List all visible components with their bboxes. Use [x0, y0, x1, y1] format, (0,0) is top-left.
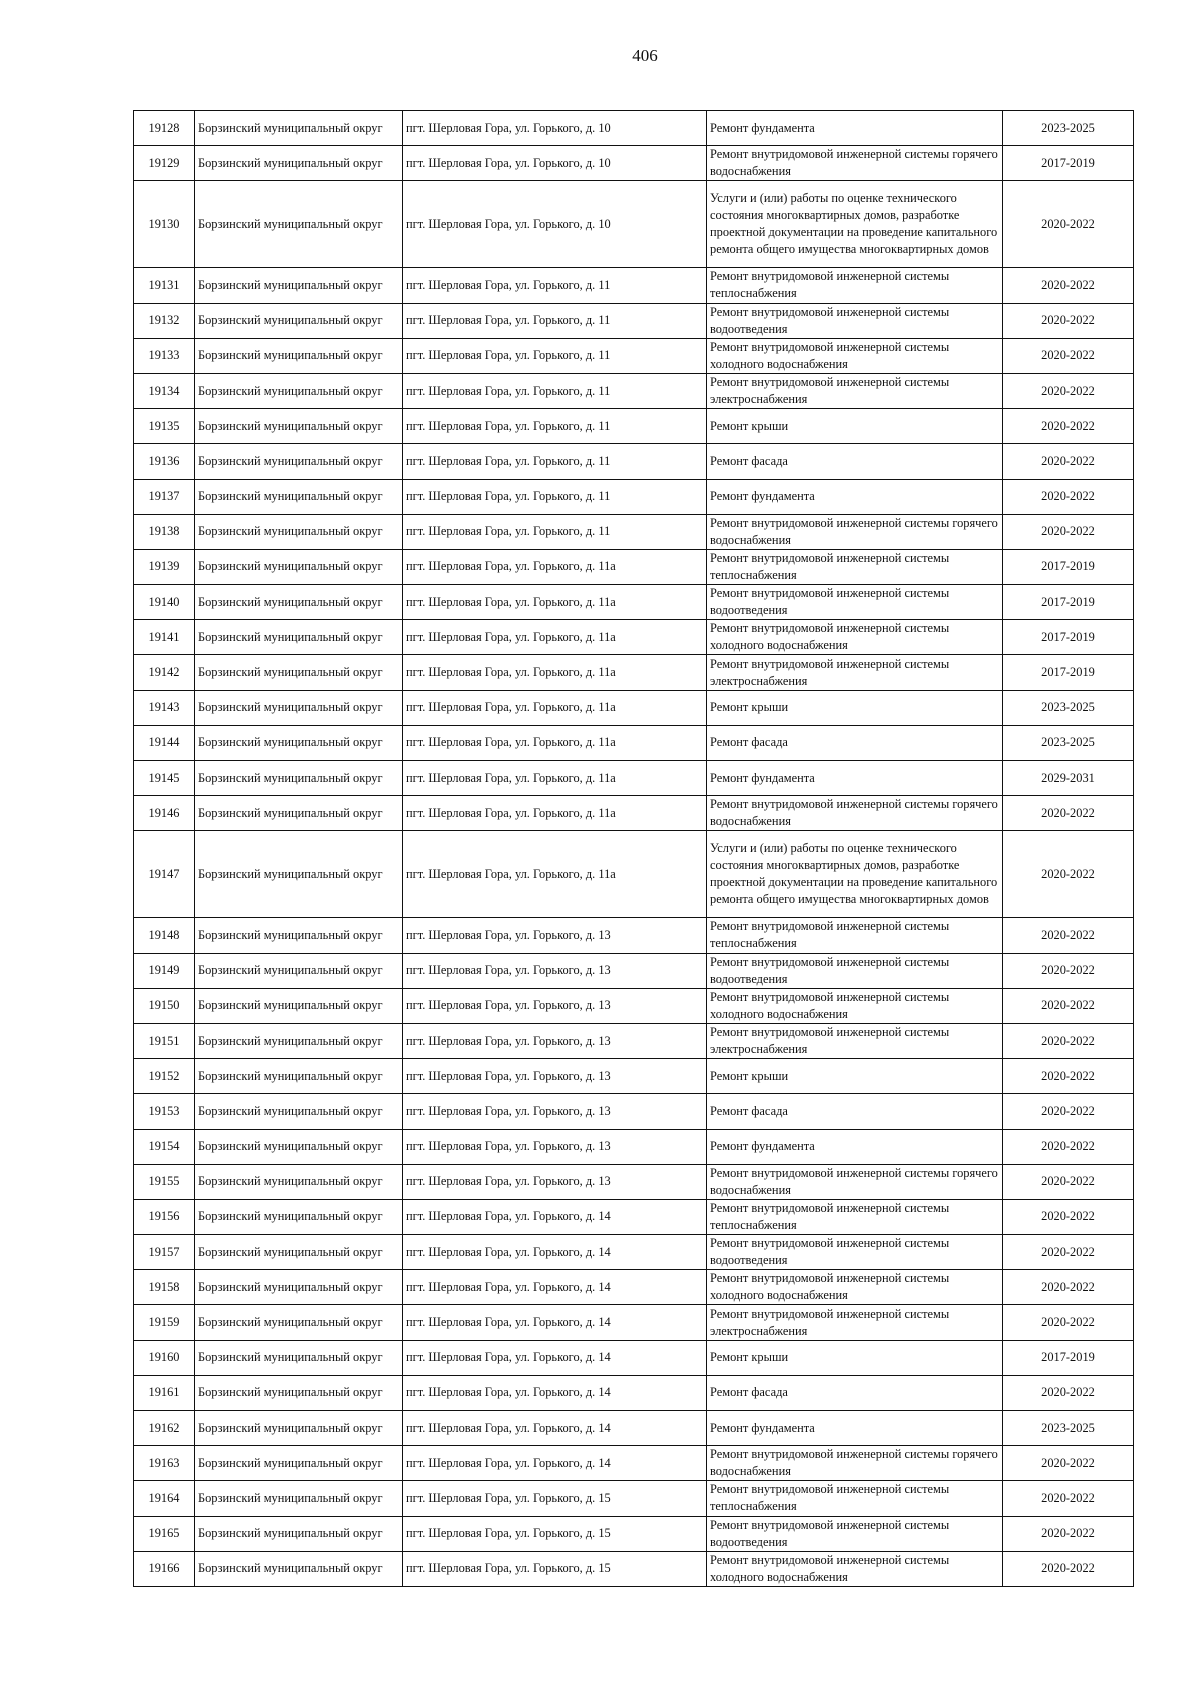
cell-municipality: Борзинский муниципальный округ	[195, 918, 403, 953]
cell-address: пгт. Шерловая Гора, ул. Горького, д. 11а	[403, 725, 707, 760]
table-row	[134, 373, 1134, 408]
cell-work-type: Ремонт крыши	[707, 1340, 1003, 1375]
cell-period: 2023-2025	[1003, 1411, 1134, 1446]
cell-work-type: Ремонт внутридомовой инженерной системы электроснабжения	[707, 655, 1003, 690]
cell-work-type: Ремонт внутридомовой инженерной системы водоотведения	[707, 585, 1003, 620]
cell-work-type: Ремонт крыши	[707, 409, 1003, 444]
table-row	[134, 181, 1134, 268]
cell-address: пгт. Шерловая Гора, ул. Горького, д. 13	[403, 953, 707, 988]
cell-period: 2020-2022	[1003, 1129, 1134, 1164]
table-row	[134, 1129, 1134, 1164]
cell-period: 2020-2022	[1003, 796, 1134, 831]
table-row	[134, 1164, 1134, 1199]
cell-municipality: Борзинский муниципальный округ	[195, 1516, 403, 1551]
table-row	[134, 479, 1134, 514]
cell-municipality: Борзинский муниципальный округ	[195, 303, 403, 338]
cell-address: пгт. Шерловая Гора, ул. Горького, д. 14	[403, 1340, 707, 1375]
cell-address: пгт. Шерловая Гора, ул. Горького, д. 11а	[403, 690, 707, 725]
cell-period: 2023-2025	[1003, 725, 1134, 760]
cell-work-type: Ремонт внутридомовой инженерной системы водоотведения	[707, 953, 1003, 988]
table-row	[134, 549, 1134, 584]
cell-work-type: Ремонт внутридомовой инженерной системы холодного водоснабжения	[707, 988, 1003, 1023]
cell-record-number: 19141	[134, 620, 195, 655]
cell-address: пгт. Шерловая Гора, ул. Горького, д. 14	[403, 1270, 707, 1305]
cell-work-type: Ремонт внутридомовой инженерной системы теплоснабжения	[707, 1199, 1003, 1234]
cell-work-type: Ремонт фундамента	[707, 479, 1003, 514]
cell-municipality: Борзинский муниципальный округ	[195, 1446, 403, 1481]
cell-municipality: Борзинский муниципальный округ	[195, 1411, 403, 1446]
cell-record-number: 19153	[134, 1094, 195, 1129]
cell-period: 2020-2022	[1003, 988, 1134, 1023]
table-row	[134, 725, 1134, 760]
cell-address: пгт. Шерловая Гора, ул. Горького, д. 11	[403, 514, 707, 549]
cell-work-type: Ремонт внутридомовой инженерной системы теплоснабжения	[707, 1481, 1003, 1516]
cell-work-type: Ремонт фундамента	[707, 1129, 1003, 1164]
cell-work-type: Услуги и (или) работы по оценке технического состояния многоквартирных домов, разработке проектной документации на проведение капитального ремонта общего имущества многоквартирных домов	[707, 181, 1003, 268]
cell-record-number: 19166	[134, 1551, 195, 1586]
cell-address: пгт. Шерловая Гора, ул. Горького, д. 14	[403, 1199, 707, 1234]
cell-address: пгт. Шерловая Гора, ул. Горького, д. 14	[403, 1375, 707, 1410]
table-row	[134, 303, 1134, 338]
cell-address: пгт. Шерловая Гора, ул. Горького, д. 11а	[403, 831, 707, 918]
cell-record-number: 19156	[134, 1199, 195, 1234]
cell-work-type: Ремонт внутридомовой инженерной системы теплоснабжения	[707, 268, 1003, 303]
cell-municipality: Борзинский муниципальный округ	[195, 479, 403, 514]
cell-address: пгт. Шерловая Гора, ул. Горького, д. 14	[403, 1446, 707, 1481]
table-row	[134, 1481, 1134, 1516]
table-row	[134, 338, 1134, 373]
cell-record-number: 19150	[134, 988, 195, 1023]
cell-municipality: Борзинский муниципальный округ	[195, 1551, 403, 1586]
cell-work-type: Ремонт внутридомовой инженерной системы электроснабжения	[707, 1305, 1003, 1340]
table-row	[134, 1446, 1134, 1481]
table-row	[134, 953, 1134, 988]
cell-address: пгт. Шерловая Гора, ул. Горького, д. 11	[403, 444, 707, 479]
cell-municipality: Борзинский муниципальный округ	[195, 796, 403, 831]
cell-municipality: Борзинский муниципальный округ	[195, 1340, 403, 1375]
cell-period: 2020-2022	[1003, 1270, 1134, 1305]
cell-work-type: Ремонт внутридомовой инженерной системы горячего водоснабжения	[707, 514, 1003, 549]
cell-address: пгт. Шерловая Гора, ул. Горького, д. 11	[403, 268, 707, 303]
cell-record-number: 19138	[134, 514, 195, 549]
cell-work-type: Услуги и (или) работы по оценке технического состояния многоквартирных домов, разработке проектной документации на проведение капитального ремонта общего имущества многоквартирных домов	[707, 831, 1003, 918]
cell-municipality: Борзинский муниципальный округ	[195, 655, 403, 690]
table-row	[134, 268, 1134, 303]
cell-municipality: Борзинский муниципальный округ	[195, 111, 403, 146]
cell-work-type: Ремонт внутридомовой инженерной системы холодного водоснабжения	[707, 338, 1003, 373]
cell-record-number: 19163	[134, 1446, 195, 1481]
table-row	[134, 514, 1134, 549]
cell-municipality: Борзинский муниципальный округ	[195, 953, 403, 988]
cell-municipality: Борзинский муниципальный округ	[195, 409, 403, 444]
cell-record-number: 19154	[134, 1129, 195, 1164]
cell-period: 2017-2019	[1003, 620, 1134, 655]
cell-address: пгт. Шерловая Гора, ул. Горького, д. 14	[403, 1235, 707, 1270]
cell-municipality: Борзинский муниципальный округ	[195, 1129, 403, 1164]
cell-period: 2020-2022	[1003, 1516, 1134, 1551]
cell-address: пгт. Шерловая Гора, ул. Горького, д. 13	[403, 1164, 707, 1199]
repair-schedule-table	[133, 110, 1134, 1587]
cell-municipality: Борзинский муниципальный округ	[195, 1481, 403, 1516]
cell-record-number: 19160	[134, 1340, 195, 1375]
cell-record-number: 19132	[134, 303, 195, 338]
cell-period: 2020-2022	[1003, 953, 1134, 988]
cell-address: пгт. Шерловая Гора, ул. Горького, д. 15	[403, 1481, 707, 1516]
cell-address: пгт. Шерловая Гора, ул. Горького, д. 15	[403, 1516, 707, 1551]
cell-record-number: 19157	[134, 1235, 195, 1270]
cell-work-type: Ремонт внутридомовой инженерной системы водоотведения	[707, 1516, 1003, 1551]
table-row	[134, 146, 1134, 181]
cell-municipality: Борзинский муниципальный округ	[195, 1023, 403, 1058]
cell-municipality: Борзинский муниципальный округ	[195, 831, 403, 918]
cell-period: 2017-2019	[1003, 1340, 1134, 1375]
cell-municipality: Борзинский муниципальный округ	[195, 549, 403, 584]
table-row	[134, 1375, 1134, 1410]
cell-period: 2020-2022	[1003, 268, 1134, 303]
cell-record-number: 19165	[134, 1516, 195, 1551]
cell-municipality: Борзинский муниципальный округ	[195, 725, 403, 760]
page-number: 406	[632, 46, 658, 65]
cell-period: 2020-2022	[1003, 1059, 1134, 1094]
cell-address: пгт. Шерловая Гора, ул. Горького, д. 11	[403, 409, 707, 444]
cell-period: 2020-2022	[1003, 1094, 1134, 1129]
cell-address: пгт. Шерловая Гора, ул. Горького, д. 13	[403, 1094, 707, 1129]
cell-work-type: Ремонт фасада	[707, 725, 1003, 760]
cell-municipality: Борзинский муниципальный округ	[195, 585, 403, 620]
cell-address: пгт. Шерловая Гора, ул. Горького, д. 11	[403, 303, 707, 338]
cell-municipality: Борзинский муниципальный округ	[195, 268, 403, 303]
cell-period: 2020-2022	[1003, 1481, 1134, 1516]
cell-record-number: 19137	[134, 479, 195, 514]
table-row	[134, 761, 1134, 796]
cell-work-type: Ремонт фасада	[707, 1375, 1003, 1410]
cell-record-number: 19155	[134, 1164, 195, 1199]
cell-work-type: Ремонт крыши	[707, 690, 1003, 725]
table-row	[134, 444, 1134, 479]
cell-record-number: 19143	[134, 690, 195, 725]
table-row	[134, 1516, 1134, 1551]
cell-record-number: 19146	[134, 796, 195, 831]
cell-work-type: Ремонт внутридомовой инженерной системы электроснабжения	[707, 1023, 1003, 1058]
cell-municipality: Борзинский муниципальный округ	[195, 514, 403, 549]
cell-work-type: Ремонт внутридомовой инженерной системы горячего водоснабжения	[707, 796, 1003, 831]
table-row	[134, 988, 1134, 1023]
cell-work-type: Ремонт внутридомовой инженерной системы горячего водоснабжения	[707, 1164, 1003, 1199]
cell-address: пгт. Шерловая Гора, ул. Горького, д. 11	[403, 479, 707, 514]
cell-address: пгт. Шерловая Гора, ул. Горького, д. 13	[403, 988, 707, 1023]
cell-address: пгт. Шерловая Гора, ул. Горького, д. 13	[403, 1059, 707, 1094]
cell-period: 2017-2019	[1003, 549, 1134, 584]
cell-period: 2020-2022	[1003, 1199, 1134, 1234]
cell-work-type: Ремонт внутридомовой инженерной системы теплоснабжения	[707, 549, 1003, 584]
cell-period: 2020-2022	[1003, 373, 1134, 408]
cell-municipality: Борзинский муниципальный округ	[195, 444, 403, 479]
cell-period: 2020-2022	[1003, 303, 1134, 338]
cell-work-type: Ремонт внутридомовой инженерной системы холодного водоснабжения	[707, 1551, 1003, 1586]
cell-work-type: Ремонт фасада	[707, 444, 1003, 479]
cell-period: 2017-2019	[1003, 146, 1134, 181]
cell-record-number: 19134	[134, 373, 195, 408]
table-row	[134, 585, 1134, 620]
cell-municipality: Борзинский муниципальный округ	[195, 146, 403, 181]
table-row	[134, 1305, 1134, 1340]
cell-record-number: 19152	[134, 1059, 195, 1094]
cell-work-type: Ремонт фундамента	[707, 761, 1003, 796]
cell-record-number: 19151	[134, 1023, 195, 1058]
table-row	[134, 1199, 1134, 1234]
table-row	[134, 690, 1134, 725]
cell-address: пгт. Шерловая Гора, ул. Горького, д. 11а	[403, 620, 707, 655]
cell-municipality: Борзинский муниципальный округ	[195, 988, 403, 1023]
cell-municipality: Борзинский муниципальный округ	[195, 1375, 403, 1410]
cell-address: пгт. Шерловая Гора, ул. Горького, д. 14	[403, 1411, 707, 1446]
table-row	[134, 1340, 1134, 1375]
table-row	[134, 1411, 1134, 1446]
cell-address: пгт. Шерловая Гора, ул. Горького, д. 10	[403, 146, 707, 181]
cell-municipality: Борзинский муниципальный округ	[195, 1094, 403, 1129]
cell-municipality: Борзинский муниципальный округ	[195, 1235, 403, 1270]
cell-municipality: Борзинский муниципальный округ	[195, 373, 403, 408]
cell-address: пгт. Шерловая Гора, ул. Горького, д. 11а	[403, 585, 707, 620]
cell-work-type: Ремонт фасада	[707, 1094, 1003, 1129]
cell-period: 2023-2025	[1003, 690, 1134, 725]
cell-work-type: Ремонт внутридомовой инженерной системы водоотведения	[707, 303, 1003, 338]
cell-municipality: Борзинский муниципальный округ	[195, 1199, 403, 1234]
cell-record-number: 19130	[134, 181, 195, 268]
table-row	[134, 831, 1134, 918]
cell-address: пгт. Шерловая Гора, ул. Горького, д. 13	[403, 1023, 707, 1058]
cell-address: пгт. Шерловая Гора, ул. Горького, д. 11	[403, 373, 707, 408]
cell-work-type: Ремонт внутридомовой инженерной системы горячего водоснабжения	[707, 146, 1003, 181]
cell-address: пгт. Шерловая Гора, ул. Горького, д. 11а	[403, 796, 707, 831]
cell-address: пгт. Шерловая Гора, ул. Горького, д. 15	[403, 1551, 707, 1586]
table-row	[134, 796, 1134, 831]
cell-municipality: Борзинский муниципальный округ	[195, 1164, 403, 1199]
cell-period: 2020-2022	[1003, 1551, 1134, 1586]
cell-address: пгт. Шерловая Гора, ул. Горького, д. 11а	[403, 655, 707, 690]
cell-municipality: Борзинский муниципальный округ	[195, 181, 403, 268]
cell-period: 2020-2022	[1003, 1235, 1134, 1270]
cell-record-number: 19149	[134, 953, 195, 988]
cell-municipality: Борзинский муниципальный округ	[195, 1059, 403, 1094]
cell-record-number: 19133	[134, 338, 195, 373]
cell-period: 2020-2022	[1003, 1023, 1134, 1058]
cell-period: 2020-2022	[1003, 1305, 1134, 1340]
cell-period: 2023-2025	[1003, 111, 1134, 146]
table-row	[134, 1270, 1134, 1305]
cell-work-type: Ремонт фундамента	[707, 111, 1003, 146]
cell-municipality: Борзинский муниципальный округ	[195, 690, 403, 725]
cell-record-number: 19158	[134, 1270, 195, 1305]
cell-municipality: Борзинский муниципальный округ	[195, 761, 403, 796]
cell-municipality: Борзинский муниципальный округ	[195, 1305, 403, 1340]
cell-record-number: 19142	[134, 655, 195, 690]
cell-period: 2020-2022	[1003, 1164, 1134, 1199]
cell-record-number: 19164	[134, 1481, 195, 1516]
cell-work-type: Ремонт внутридомовой инженерной системы теплоснабжения	[707, 918, 1003, 953]
cell-record-number: 19145	[134, 761, 195, 796]
cell-address: пгт. Шерловая Гора, ул. Горького, д. 10	[403, 181, 707, 268]
cell-period: 2020-2022	[1003, 831, 1134, 918]
cell-record-number: 19128	[134, 111, 195, 146]
cell-period: 2017-2019	[1003, 585, 1134, 620]
cell-work-type: Ремонт внутридомовой инженерной системы холодного водоснабжения	[707, 1270, 1003, 1305]
cell-address: пгт. Шерловая Гора, ул. Горького, д. 11а	[403, 549, 707, 584]
table-row	[134, 918, 1134, 953]
cell-address: пгт. Шерловая Гора, ул. Горького, д. 13	[403, 1129, 707, 1164]
cell-period: 2017-2019	[1003, 655, 1134, 690]
cell-record-number: 19147	[134, 831, 195, 918]
cell-address: пгт. Шерловая Гора, ул. Горького, д. 10	[403, 111, 707, 146]
cell-work-type: Ремонт крыши	[707, 1059, 1003, 1094]
cell-record-number: 19161	[134, 1375, 195, 1410]
cell-period: 2020-2022	[1003, 338, 1134, 373]
cell-record-number: 19131	[134, 268, 195, 303]
cell-record-number: 19144	[134, 725, 195, 760]
cell-record-number: 19135	[134, 409, 195, 444]
table-row	[134, 111, 1134, 146]
cell-period: 2020-2022	[1003, 409, 1134, 444]
cell-record-number: 19129	[134, 146, 195, 181]
cell-work-type: Ремонт внутридомовой инженерной системы горячего водоснабжения	[707, 1446, 1003, 1481]
cell-record-number: 19159	[134, 1305, 195, 1340]
cell-period: 2020-2022	[1003, 1446, 1134, 1481]
cell-period: 2020-2022	[1003, 444, 1134, 479]
cell-period: 2020-2022	[1003, 514, 1134, 549]
table-row	[134, 1023, 1134, 1058]
cell-municipality: Борзинский муниципальный округ	[195, 338, 403, 373]
cell-record-number: 19140	[134, 585, 195, 620]
cell-work-type: Ремонт внутридомовой инженерной системы холодного водоснабжения	[707, 620, 1003, 655]
table-row	[134, 409, 1134, 444]
cell-record-number: 19139	[134, 549, 195, 584]
table-row	[134, 620, 1134, 655]
cell-record-number: 19136	[134, 444, 195, 479]
cell-period: 2029-2031	[1003, 761, 1134, 796]
cell-work-type: Ремонт фундамента	[707, 1411, 1003, 1446]
table-body	[134, 111, 1134, 1587]
table-row	[134, 1551, 1134, 1586]
cell-address: пгт. Шерловая Гора, ул. Горького, д. 11а	[403, 761, 707, 796]
cell-record-number: 19148	[134, 918, 195, 953]
table-row	[134, 1094, 1134, 1129]
cell-municipality: Борзинский муниципальный округ	[195, 620, 403, 655]
cell-record-number: 19162	[134, 1411, 195, 1446]
table-row	[134, 1059, 1134, 1094]
table-row	[134, 655, 1134, 690]
cell-address: пгт. Шерловая Гора, ул. Горького, д. 14	[403, 1305, 707, 1340]
cell-address: пгт. Шерловая Гора, ул. Горького, д. 11	[403, 338, 707, 373]
cell-address: пгт. Шерловая Гора, ул. Горького, д. 13	[403, 918, 707, 953]
cell-period: 2020-2022	[1003, 181, 1134, 268]
cell-municipality: Борзинский муниципальный округ	[195, 1270, 403, 1305]
cell-period: 2020-2022	[1003, 479, 1134, 514]
cell-work-type: Ремонт внутридомовой инженерной системы водоотведения	[707, 1235, 1003, 1270]
cell-period: 2020-2022	[1003, 1375, 1134, 1410]
table-row	[134, 1235, 1134, 1270]
cell-work-type: Ремонт внутридомовой инженерной системы электроснабжения	[707, 373, 1003, 408]
cell-period: 2020-2022	[1003, 918, 1134, 953]
